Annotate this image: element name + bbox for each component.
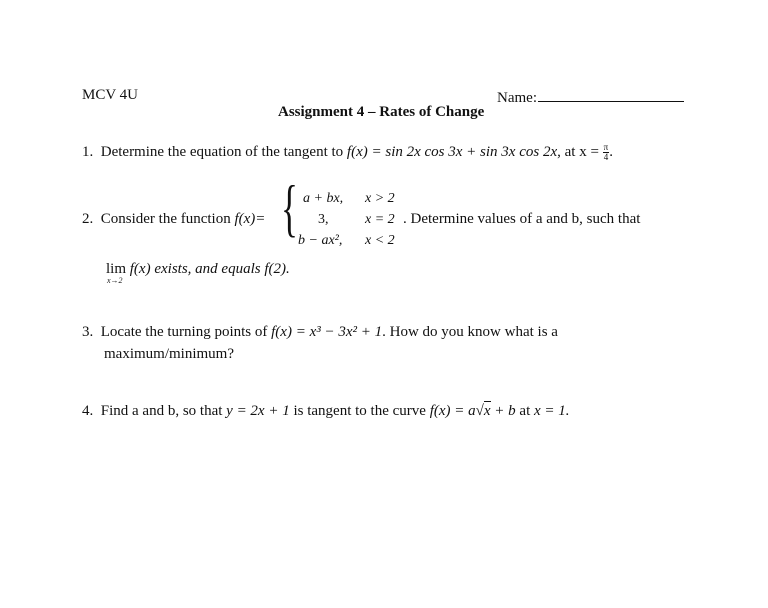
q3-line1a: Locate the turning points of: [100, 324, 272, 340]
piecewise-brace: {: [281, 172, 298, 243]
q3-line2: maximum/minimum?: [104, 346, 234, 362]
q3-number: 3.: [82, 324, 94, 340]
q1-end: .: [609, 143, 613, 160]
sqrt-symbol: √: [475, 403, 484, 419]
q4-number: 4.: [82, 403, 94, 419]
q2-lim: lim: [106, 261, 127, 277]
name-blank-line: [538, 87, 684, 102]
name-field: [497, 87, 684, 107]
q3-line1b: . How do you know what is a: [382, 324, 558, 340]
assignment-title: Assignment 4 – Rates of Change: [278, 104, 485, 120]
q4-line: y = 2x + 1: [226, 403, 290, 419]
q1-text: Determine the equation of the tangent to: [100, 143, 347, 160]
q1-number: 1.: [82, 143, 94, 160]
q2-limit-line: [106, 261, 290, 278]
q3-function: f(x) = x³ − 3x² + 1: [271, 324, 383, 340]
q2-text: Consider the function: [100, 211, 235, 227]
question-4: [82, 403, 570, 420]
q4-point: x = 1.: [533, 403, 570, 419]
q1-frac-num: π: [603, 142, 609, 152]
q2-case3-cond: x < 2: [365, 233, 395, 248]
q2-case2-expr: 3,: [318, 212, 329, 227]
q4-curve-radicand: x: [483, 403, 491, 419]
q2-case2-cond: x = 2: [365, 212, 395, 227]
question-2-intro: [82, 211, 265, 228]
question-3: [82, 324, 558, 341]
question-1: [82, 143, 613, 162]
q4-text-a: Find a and b, so that: [100, 403, 227, 419]
q2-line2: f(x) exists, and equals f(2).: [126, 261, 290, 277]
q2-case1-cond: x > 2: [365, 191, 395, 206]
q2-case3-expr: b − ax²,: [298, 233, 343, 248]
course-code: MCV 4U: [82, 87, 138, 103]
q2-lim-subscript: x→2: [107, 276, 123, 285]
q1-at: , at x =: [557, 143, 603, 160]
q2-case1-expr: a + bx,: [303, 191, 344, 206]
q4-curve-pre: f(x) = a: [429, 403, 476, 419]
q2-fx: f(x)=: [234, 211, 266, 227]
q4-at: at: [515, 403, 534, 419]
q1-frac-den: 4: [603, 152, 609, 162]
name-label: Name:: [497, 90, 537, 106]
q2-number: 2.: [82, 211, 94, 227]
q4-curve-post: + b: [490, 403, 516, 419]
q4-text-b: is tangent to the curve: [289, 403, 430, 419]
q1-function: f(x) = sin 2x cos 3x + sin 3x cos 2x: [346, 143, 558, 160]
q2-tail: . Determine values of a and b, such that: [403, 211, 641, 227]
